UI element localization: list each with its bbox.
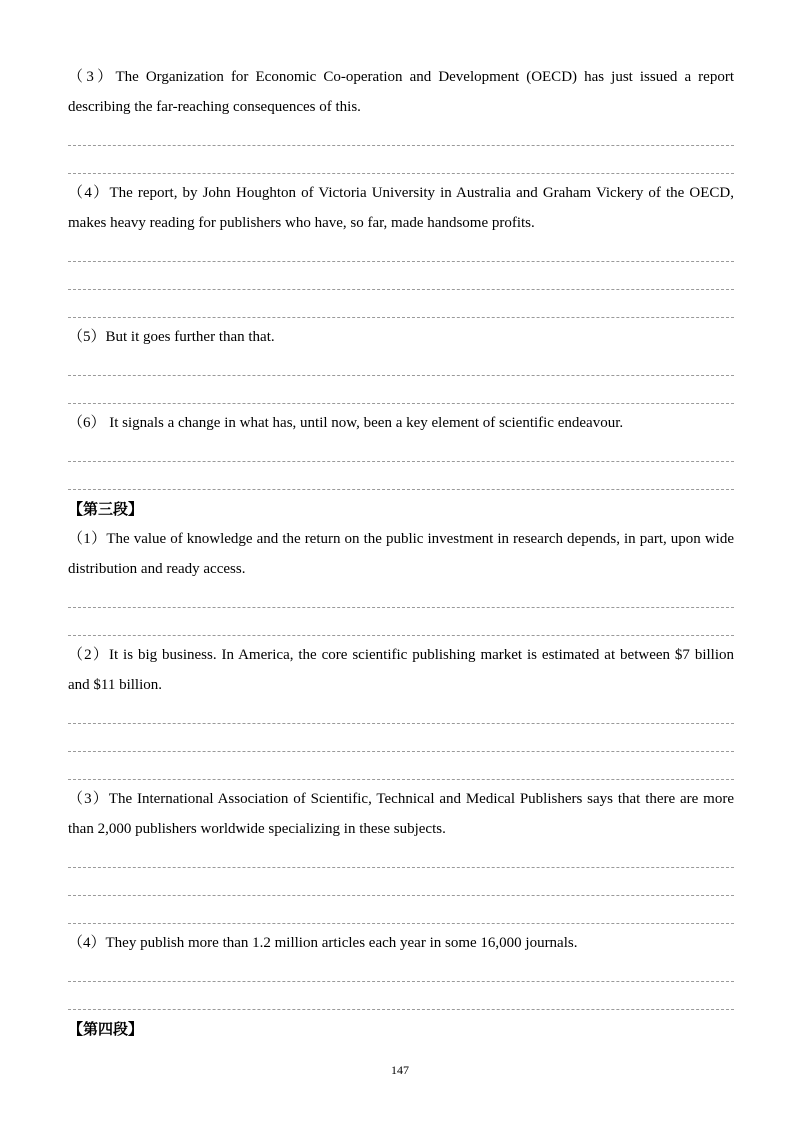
- sentence-text: （1）The value of knowledge and the return on the public investment in research depends, in part, upon wide distribution and ready access.: [68, 531, 734, 577]
- answer-line[interactable]: [68, 700, 734, 728]
- answer-line[interactable]: [68, 986, 734, 1014]
- exercise-item: [68, 524, 734, 640]
- answer-line[interactable]: [68, 584, 734, 612]
- page-number: 147: [391, 1063, 409, 1077]
- exercise-item: [68, 928, 734, 1014]
- answer-line[interactable]: [68, 238, 734, 266]
- answer-line[interactable]: [68, 266, 734, 294]
- sentence-text: （5）But it goes further than that.: [68, 329, 275, 345]
- document-page: [68, 62, 734, 1044]
- answer-line[interactable]: [68, 958, 734, 986]
- answer-line[interactable]: [68, 756, 734, 784]
- exercise-item: [68, 322, 734, 408]
- answer-line[interactable]: [68, 466, 734, 494]
- answer-line[interactable]: [68, 872, 734, 900]
- sentence-text: （6） It signals a change in what has, until now, been a key element of scientific endeavour.: [68, 415, 624, 431]
- answer-line[interactable]: [68, 438, 734, 466]
- exercise-item: [68, 408, 734, 494]
- sentence-text: （4）They publish more than 1.2 million articles each year in some 16,000 journals.: [68, 935, 578, 951]
- sentence-text: （4）The report, by John Houghton of Victoria University in Australia and Graham Vickery of the OECD, makes heavy reading for publishers who have, so far, made handsome profits.: [68, 185, 734, 231]
- exercise-item: [68, 640, 734, 784]
- exercise-item: [68, 62, 734, 178]
- sentence-text: （2）It is big business. In America, the core scientific publishing market is estimated at between $7 billion and $11 billion.: [68, 647, 734, 693]
- sentence-text: （3）The International Association of Scientific, Technical and Medical Publishers says that there are more than 2,000 publishers worldwide specializing in these subjects.: [68, 791, 734, 837]
- sentence-text: （3）The Organization for Economic Co-operation and Development (OECD) has just issued a report describing the far-reaching consequences of this.: [68, 69, 734, 115]
- answer-line[interactable]: [68, 150, 734, 178]
- answer-line[interactable]: [68, 122, 734, 150]
- answer-line[interactable]: [68, 612, 734, 640]
- answer-line[interactable]: [68, 294, 734, 322]
- exercise-item: [68, 784, 734, 928]
- answer-line[interactable]: [68, 900, 734, 928]
- answer-line[interactable]: [68, 380, 734, 408]
- answer-line[interactable]: [68, 844, 734, 872]
- section-heading: 【第三段】: [68, 500, 144, 518]
- section-heading: 【第四段】: [68, 1020, 144, 1038]
- answer-line[interactable]: [68, 352, 734, 380]
- exercise-item: [68, 178, 734, 322]
- answer-line[interactable]: [68, 728, 734, 756]
